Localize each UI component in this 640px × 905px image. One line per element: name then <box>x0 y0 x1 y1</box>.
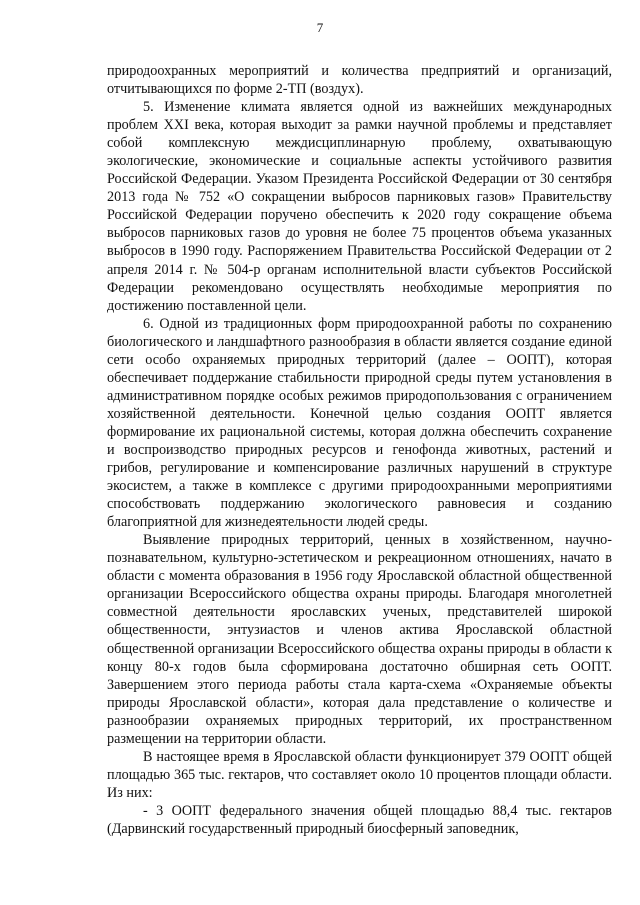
paragraph-protected-areas: 6. Одной из традиционных форм природоохранной работы по сохранению биологического и ландшафтного разнообразия в области является создание единой сети особо охраняемых природных территорий (далее – ООПТ), которая обеспечивает поддержание стабильности природной среды путем установления в административном порядке особых режимов природопользования с ограничением хозяйственной деятельности. Конечной целью создания ООПТ является формирование их рациональной системы, которая должна обеспечить сохранение и воспроизводство природных ресурсов и генофонда животных, растений и грибов, регулирование и компенсирование различных нарушений в структуре экосистем, а также в комплексе с другими природоохранными мероприятиями способствовать поддержанию экологического равновесия и созданию благоприятной для жизнедеятельности людей среды. <box>107 315 612 531</box>
body-text <box>107 62 612 838</box>
paragraph-federal-list-item: - 3 ООПТ федерального значения общей площадью 88,4 тыс. гектаров (Дарвинский государственный природный биосферный заповедник, <box>107 802 612 837</box>
paragraph-history: Выявление природных территорий, ценных в хозяйственном, научно-познавательном, культурно-эстетическом и рекреационном отношениях, начато в области с момента образования в 1956 году Ярославской областной общественной организации Всероссийского общества охраны природы. Благодаря многолетней совместной деятельности ярославских ученых, представителей широкой общественности, энтузиастов и членов актива Ярославской областной общественной организации Всероссийского общества охраны природы в области к концу 80-х годов была сформирована достаточно обширная сеть ООПТ. Завершением этого периода работы стала карта-схема «Охраняемые объекты природы Ярославской области», которая дала представление о количестве и разнообразии охраняемых природных территорий, их пространственном размещении на территории области. <box>107 532 612 747</box>
paragraph-continuation: природоохранных мероприятий и количества предприятий и организаций, отчитывающихся по форме 2-ТП (воздух). <box>107 63 612 98</box>
paragraph-climate-change: 5. Изменение климата является одной из важнейших международных проблем XXI века, которая выходит за рамки научной проблемы и представляет собой комплексную междисциплинарную проблему, охватывающую экологические, экономические и социальные аспекты устойчивого развития Российской Федерации. Указом Президента Российской Федерации от 30 сентября 2013 года № 752 «О сокращении выбросов парниковых газов» Правительству Российской Федерации поручено обеспечить к 2020 году сокращение объема выбросов парниковых газов до уровня не более 75 процентов объема указанных выбросов в 1990 году. Распоряжением Правительства Российской Федерации от 2 апреля 2014 г. № 504-р органам исполнительной власти субъектов Российской Федерации рекомендовано осуществлять необходимые мероприятия по достижению поставленной цели. <box>107 99 612 314</box>
paragraph-current-status: В настоящее время в Ярославской области функционирует 379 ООПТ общей площадью 365 тыс. гектаров, что составляет около 10 процентов площади области. Из них: <box>107 748 612 801</box>
page-number: 7 <box>316 20 324 35</box>
